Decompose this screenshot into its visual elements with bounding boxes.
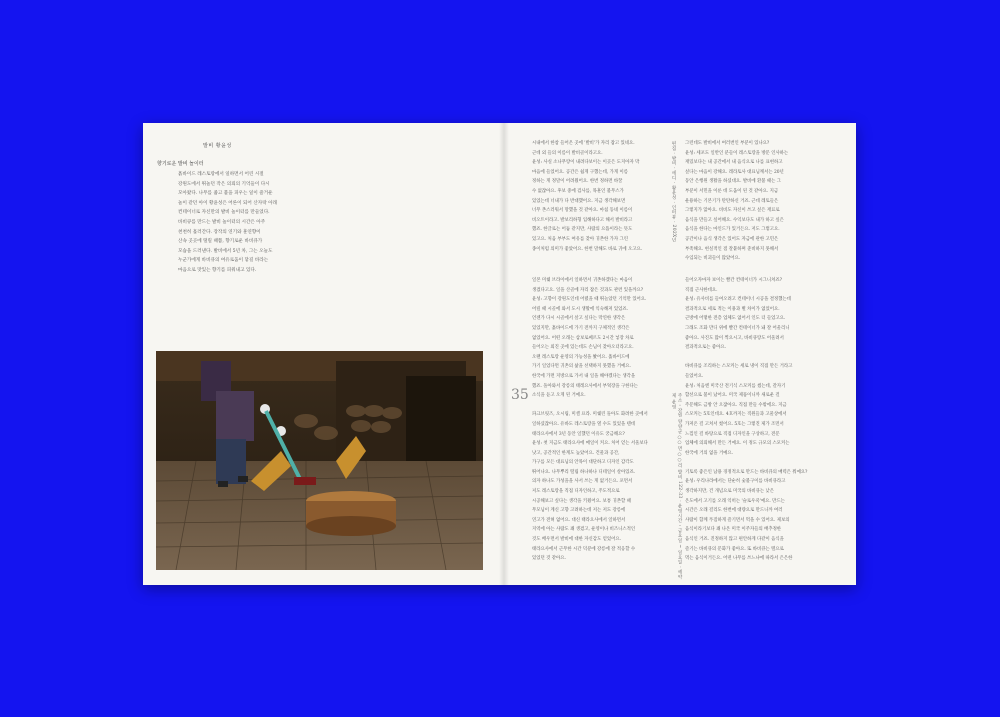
text-line: 모아왔다. 나무를 줍고 불을 피우는 일이 즐거운 (178, 191, 273, 197)
text-line: 직접 근사한데요. (685, 287, 718, 293)
interview-column-1 (532, 139, 680, 254)
text-line: 가져온 걸 고쳐서 썼어요. 5호는 그렇진 제가 조먼서 (685, 421, 784, 427)
text-line: 누군가에게 바비큐의 여유로움이 닿길 바라는 (178, 258, 269, 264)
text-line: 윤성: 고향이 강원도인데 어렸을 때 뛰놀았던 기억만 있어요. (532, 297, 647, 303)
text-line: 결과적으로 세로 적는 이용과 별 차이가 없었어요. (685, 306, 780, 312)
text-line: 했죠. 한글로는 어둠 같지만, 사람의 으뜸이라는 뜻도 (532, 227, 633, 233)
text-line: 바비큐를 만드는 발비 놀이터의 시간은 아주 (178, 219, 266, 225)
text-line: 천천히 흘러간다. 장작의 연기와 훈연향이 (178, 229, 261, 235)
text-line: 싶다는 마음이 강해요. 레라토사 대표님께서는 20년 (685, 169, 784, 175)
text-line: 것도 배우면서 발비에 대한 자신감도 얻었어요. (532, 537, 621, 543)
intro-title: 향기로운 발비 놀이터 (157, 161, 204, 167)
text-line: 모습을 드러낸다. 발비에서 5년 차, 그는 오늘도 (178, 248, 273, 254)
text-line: 결과적으로는 좋아요. (685, 345, 726, 351)
text-line: 시내에서 한참 들어온 곳에 '발비'가 자리 잡고 있네요. (532, 141, 635, 146)
text-line: 강원도에서 뛰놀던 작은 의뢰의 기억들이 다시 (178, 181, 270, 187)
text-line (685, 353, 843, 363)
byline: 발비 황윤성 (203, 143, 232, 149)
text-line: 합선으로 불이 났어요. 미국 제품이니까 새로운 걸 (685, 393, 780, 399)
text-line: 연고가 전혀 없어요. 대신 태라요사에서 일하면서 (532, 517, 626, 523)
text-line: 종이처럼 의미가 좋았어요. 한번 말해도 바로 귀에 오고요. (532, 246, 643, 252)
interview-column-4 (685, 276, 843, 564)
text-line: 그런데도 발비에서 여러번인 부분이 있나요? (685, 141, 770, 146)
text-line: 동안 은행원 생활을 하셨대요. 발비에 환불 때는 그 (685, 179, 781, 185)
text-line: 일본 미쉐 브라이에서 일하면서 귀촌하겠다는 마음이 (532, 278, 633, 283)
text-line: 생각하지만, 건 개념으로 미국의 바비큐는 낮은 (685, 489, 774, 495)
text-line: 태라요사에서 3년 동안 일했던 이유도 궁금해요? (532, 431, 625, 437)
text-line: 음식을 만들고 싶어해요. 수익보다도 내가 하고 싶은 (685, 217, 784, 223)
text-line: 가구를 모든 대표님의 안목이 대단하고 디자인 감각도 (532, 460, 634, 466)
text-line: 있었는데 너내가 다 반대했어요. 지금 생각해보면 (532, 198, 626, 204)
text-line: 비오트이라고. 발보리하형 입해하다고 해서 발비라고 (532, 217, 633, 223)
text-line: 주문해도 금방 안 오잖아요. 직접 만들 수밖에요. 지금 (685, 402, 787, 408)
spread-gutter (499, 123, 509, 585)
text-line: 의자 하나도 가성을을 사서 쓰는 게 없거든요. 포면서 (532, 479, 633, 485)
text-line: 시공해보고 싶다는 생각을 키웠어요. 보통 귀촌할 때 (532, 498, 631, 504)
text-line: 바비큐를 조리하는 스모커는 세로 냉이 직접 만든 거라고 (685, 364, 793, 370)
text-line: 가기 일었다면 귀촌의 삶을 선택하지 못했을 거예요. (532, 364, 631, 370)
text-line: 근데 외 들의 이름이 발비골이라고요. (532, 150, 603, 156)
page-number: 35 (511, 387, 529, 403)
text-line: 컨테이너로 자신만의 발비 놀이터를 만들었다. (178, 210, 270, 216)
text-line (685, 458, 843, 468)
text-line: 지역에 아는 사람도 꽤 생겼고, 운영이나 비즈니스적인 (532, 527, 636, 533)
text-line: 산속 곳곳에 떨릴 때쯤, 향기로운 바비큐가 (178, 239, 263, 245)
text-line: 무모님이 계신 고향 고려하는데 저는 저도 강릉에 (532, 508, 626, 514)
text-line: 음식인 거죠. 진정하지 않고 편안하게 다같이 음식을 (685, 537, 784, 543)
text-line: 했죠. 돌아와서 강릉의 태레요사에서 부엌장을 구한다는 (532, 383, 638, 389)
text-line: 태라요사에서 근무한 시간 덕분에 강릉에 잘 적응할 수 (532, 546, 636, 552)
text-line: 업체에 의뢰해서 만든 거예요. 이 정도 규모의 스모커는 (685, 441, 790, 447)
text-line: 스모커는 5호인데요. 4호까지는 직원들과 고물상에서 (685, 412, 787, 418)
text-line: 윤성: 유사비를 들여오려고 컨테이너 시공을 결정했는데 (685, 297, 792, 303)
text-line: 들어오자마자 보이는 빨간 컨테이너가 시그니쳐죠? (685, 278, 783, 283)
text-line: 소식을 듣고 오게 된 거예요. (532, 393, 586, 399)
text-line: 정하는 게 정말이 어려웠어요. 한번 정하면 바꿀 (532, 179, 623, 185)
magazine-spread (143, 123, 856, 585)
text-line: 한국에 거의 없을 거예요. (685, 450, 733, 456)
photo-wood-splitting (156, 351, 483, 570)
text-line: 일하셨잖아요. 유바도 레스토랑을 열 수도 있었을 텐데 (532, 421, 636, 427)
text-line: 뛰어나요. 나무뿌리 떨림 하나하나 디테일이 살아있죠. (532, 469, 636, 475)
text-line: 음식이라기보다 꽤 나온 미국 이주자들의 배추정한 (685, 527, 782, 533)
text-line: 생겼다고요. 일을 산골에 자리 잡은 것과도 관련 있을까요? (532, 287, 644, 293)
text-line: 공간이나 음식 생각은 있어도 자금에 관한 고민은 (685, 236, 779, 242)
text-line: 윤성: 세포도 일반인 분들이 레스토랑을 방문 인사하는 (685, 150, 789, 156)
text-line: 부분이 서민을 이룬 데 도움이 된 것 같아요. 지금 (685, 188, 779, 194)
text-line: 즐기는 바비큐의 문화가 좋아요. 또 바비큐는 텔으로 (685, 546, 784, 552)
text-line: 온도에서 고기를 오래 익히는 '슬로우쿡'예요. 만드는 (685, 498, 785, 504)
vertical-credit-top: 편집 · 발비 · 에디 · 황윤성 · 인터뷰 · 202X년 (671, 141, 676, 243)
text-line: 느낌인 걸 바탕으로 직접 디자인을 구상하고, 전문 (685, 431, 780, 437)
text-line: 사람이 함께 푸짐하게 즐기면서 먹을 수 있어요. 제보의 (685, 517, 790, 523)
text-line: 놀이 같던 아이 황윤성은 어른이 되어 산자락 아래 (178, 200, 277, 206)
text-line: 마음에 들었어요. 공간은 쉽게 구했는데, 가게 이름 (532, 169, 628, 175)
text-line: 파크브릿즈, 오시림, 미셸 프라. 미쉐린 돌아도 화려한 곳에서 (532, 412, 648, 418)
text-line: 들었어요. (685, 373, 704, 379)
text-line (532, 401, 680, 411)
text-line: 좋아요. 사진도 많이 찍으시고, 바비큐랑도 어울려서 (685, 335, 784, 341)
vertical-credit-bottom: 주소 : 강원 양양군 ○○면 ○○리 발비 122-33 · 운영시간 : 금요일 ~ 일요일 · 예약제 운영 (671, 393, 682, 580)
text-line: 들어오는 외진 곳에 있는데도 손님이 찾아오더라고요. (532, 345, 634, 351)
text-line: 시간은 오래 걸리도 한번에 대량으로 만드니까 여러 (685, 508, 783, 514)
text-line: 수 없잖아요. 후보 중에 검사를, 목훈인 불무스가 (532, 188, 624, 194)
text-line: 한국에 가면 지방으로 가서 내 일을 해야겠다는 생각을 (532, 373, 636, 379)
text-line: 언젠가 다시 시골에서 살고 싶다는 막연한 생각은 (532, 316, 626, 322)
text-line: 재밌보다는 내 공간에서 내 음식으로 나를 표현하고 (685, 160, 783, 166)
interview-column-3 (532, 276, 680, 564)
text-line: 기토록 좋은인 남용 경정적으로 만드는 바비큐의 매력은 뭐예요? (685, 469, 808, 475)
text-line: 너무 촌스러워서 망했을 것 같아요. 마침 동네 이름이 (532, 208, 633, 214)
text-line: 수입되는 비괴들이 많았어요. (685, 256, 741, 262)
text-line: 저도 레스토랑을 직접 디자인하고, 주도적으로 (532, 489, 620, 495)
text-line: 윤성: 첫 지금도 태라요사에 매일이 커요. 처어 얻는 서울보다 (532, 441, 648, 447)
text-line: 윤성: 우리나라에서는 단순히 숯불구이를 바비큐라고 (685, 479, 786, 485)
text-line: 윤성: 사실 소나무랑이 내려다보이는 이곳은 도지아자 막 (532, 160, 640, 166)
text-line: 부족해요. 현실적인 점 잘붙하며 준비하지 못해서 (685, 246, 779, 252)
text-line: 있었던 것 같아요. (532, 556, 566, 562)
text-line: 어릴 때 시골에 와서 도시 생활에 익숙해져 있었죠. (532, 306, 628, 312)
text-line: 그래도 조화 만디 위에 빨간 컨테이너가 놰 잘 어울리니 (685, 325, 790, 331)
photo-illustration (156, 351, 483, 570)
text-line: 없었어요. 어떤 오래는 삼보로쎄르도 2시간 넣장 차로 (532, 335, 634, 341)
text-line: 흙바이드 레스토랑에서 일하면서 어린 시절 (178, 172, 264, 177)
text-line: 윤성: 처음엔 미국산 전기식 스모커를 썼는데, 갈자기 (685, 383, 786, 389)
text-line: 그렇지가 않아요. 비비도 자신이 쓰고 싶은 재료로 (685, 208, 780, 214)
text-line: 낫고, 공간적인 한계도 높았어요. 건물과 공간, (532, 450, 620, 456)
text-line: 오랜 레스토랑 운영의 가능성을 봤어요. 흙바이드에 (532, 354, 630, 360)
text-line: 마음으로 맛있는 향기를 피워내고 있다. (178, 267, 257, 273)
text-line: 있었지만, 흙바이드에 가기 전까지 구체적인 생각은 (532, 325, 630, 331)
intro-text (178, 170, 326, 276)
text-line: 먹는 음식이거든요. 어떤 나무를 쓰느냐에 따라서 은은한 (685, 556, 793, 562)
text-line: 음식을 한다는 마인드가 있거든요. 저도 그렇고요. (685, 227, 780, 233)
text-line: 운용하는 기본기가 탄탄하신 거죠. 근데 레토들은 (685, 198, 779, 204)
text-line: 근방에 어떻한 전층 업체도 없어서 인도 더 들었고요. (685, 316, 786, 322)
interview-column-2 (685, 139, 843, 264)
text-line: 있고요. 처음 부부도 여유를 찾아 귀촌한 가자 그린 (532, 236, 628, 242)
